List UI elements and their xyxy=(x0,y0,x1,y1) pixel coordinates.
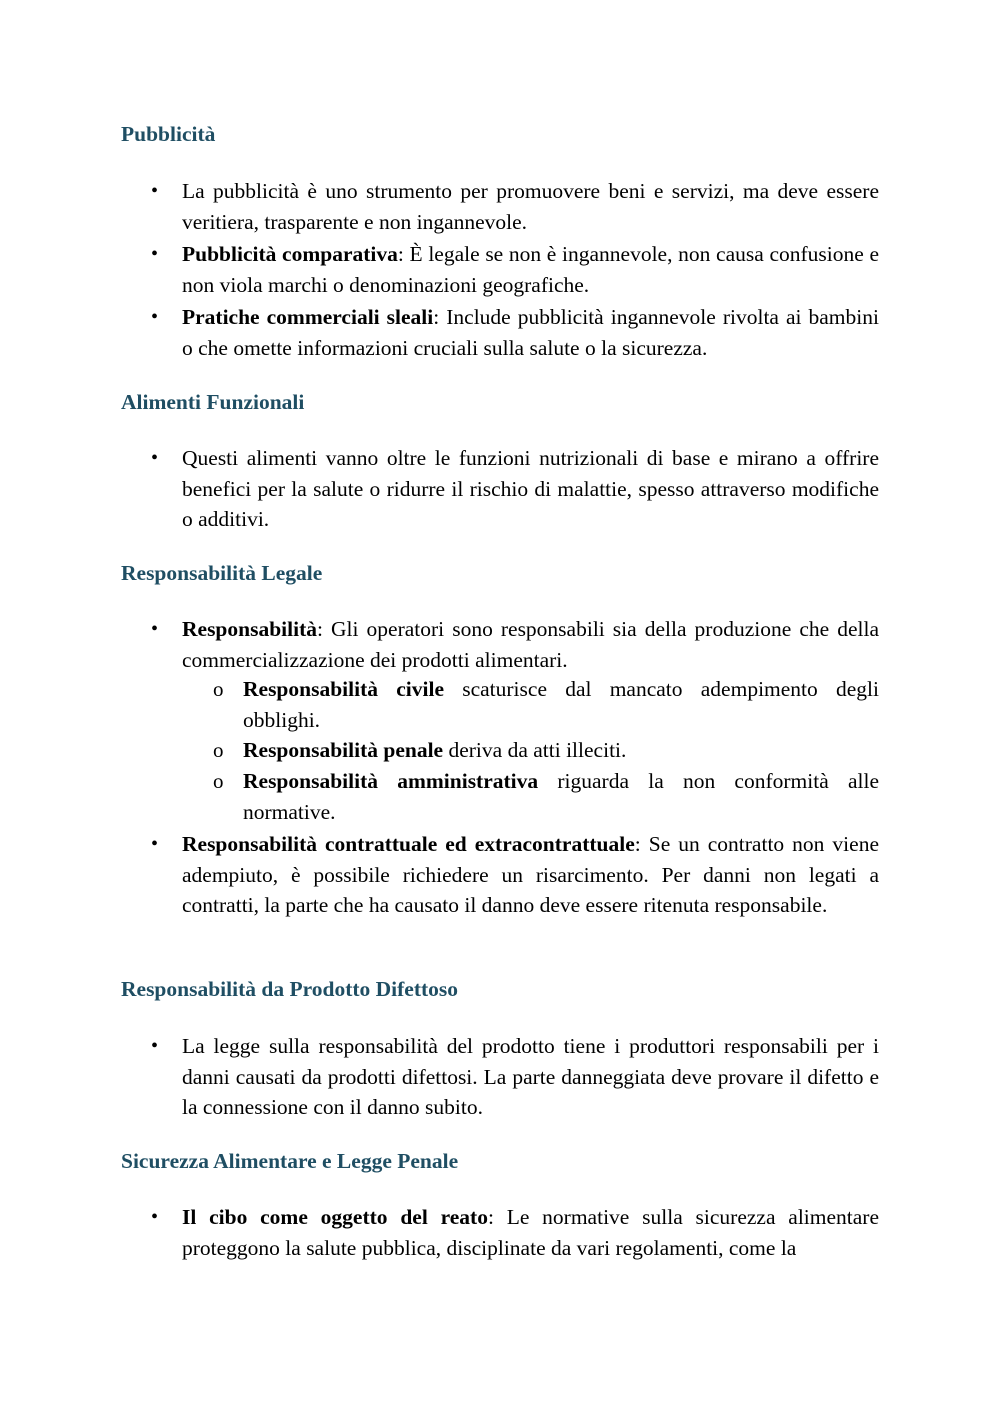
list-item xyxy=(182,614,879,675)
item-bold-term: Responsabilità civile xyxy=(243,677,444,701)
bullet-icon: • xyxy=(151,243,159,265)
section-heading-pubblicita: Pubblicità xyxy=(121,122,216,146)
bullet-icon: • xyxy=(151,306,159,328)
bullet-icon: • xyxy=(151,618,159,640)
item-text: La legge sulla responsabilità del prodotto tiene i produttori responsabili per i danni causati da prodotti difettosi. La parte danneggiata deve provare il difetto e la connessione con il danno subito. xyxy=(182,1034,879,1119)
section-heading-responsabilita-legale: Responsabilità Legale xyxy=(121,561,323,585)
sub-list-item xyxy=(243,766,879,827)
bullet-icon: • xyxy=(151,1206,159,1228)
item-bold-term: Responsabilità penale xyxy=(243,738,444,762)
bullet-icon: • xyxy=(151,1035,159,1057)
sub-bullet-icon: o xyxy=(213,677,224,701)
item-text: La pubblicità è uno strumento per promuovere beni e servizi, ma deve essere veritiera, trasparente e non ingannevole. xyxy=(182,179,879,234)
list-item xyxy=(182,239,879,300)
section-heading-prodotto-difettoso: Responsabilità da Prodotto Difettoso xyxy=(121,977,459,1001)
list-item xyxy=(182,1202,879,1263)
item-text: : È legale se non è ingannevole, non causa confusione e non viola marchi o denominazioni geografiche. xyxy=(182,242,879,297)
list-item xyxy=(182,829,879,921)
bullet-icon: • xyxy=(151,447,159,469)
sub-list-item xyxy=(243,674,879,735)
bullet-icon: • xyxy=(151,833,159,855)
sub-bullet-icon: o xyxy=(213,769,224,793)
section-heading-alimenti-funzionali: Alimenti Funzionali xyxy=(121,390,305,414)
item-text: Questi alimenti vanno oltre le funzioni nutrizionali di base e mirano a offrire benefici per la salute o ridurre il rischio di malattie, spesso attraverso modifiche o additivi. xyxy=(182,446,879,531)
item-bold-term: Pubblicità comparativa xyxy=(182,242,398,266)
list-item xyxy=(182,176,879,237)
sub-list-item xyxy=(243,735,879,766)
item-bold-term: Il cibo come oggetto del reato xyxy=(182,1205,488,1229)
list-item xyxy=(182,1031,879,1123)
item-text: riguarda la non conformità alle normative. xyxy=(243,769,879,824)
item-text: : Include pubblicità ingannevole rivolta ai bambini o che omette informazioni cruciali sulla salute o la sicurezza. xyxy=(182,305,879,360)
item-text: : Se un contratto non viene adempiuto, è possibile richiedere un risarcimento. Per danni non legati a contratti, la parte che ha causato il danno deve essere ritenuta responsabile. xyxy=(182,832,879,917)
item-bold-term: Responsabilità xyxy=(182,617,318,641)
item-text: : Gli operatori sono responsabili sia della produzione che della commercializzazione dei prodotti alimentari. xyxy=(182,617,879,672)
item-bold-term: Pratiche commerciali sleali xyxy=(182,305,434,329)
section-heading-sicurezza-alimentare: Sicurezza Alimentare e Legge Penale xyxy=(121,1149,459,1173)
sub-bullet-icon: o xyxy=(213,738,224,762)
list-item xyxy=(182,443,879,535)
item-bold-term: Responsabilità amministrativa xyxy=(243,769,539,793)
item-text: : Le normative sulla sicurezza alimentare proteggono la salute pubblica, disciplinate da vari regolamenti, come la xyxy=(182,1205,879,1260)
item-text: scaturisce dal mancato adempimento degli obblighi. xyxy=(243,677,879,732)
item-bold-term: Responsabilità contrattuale ed extracontrattuale xyxy=(182,832,635,856)
list-item xyxy=(182,302,879,363)
bullet-icon: • xyxy=(151,180,159,202)
item-text: deriva da atti illeciti. xyxy=(443,738,627,762)
